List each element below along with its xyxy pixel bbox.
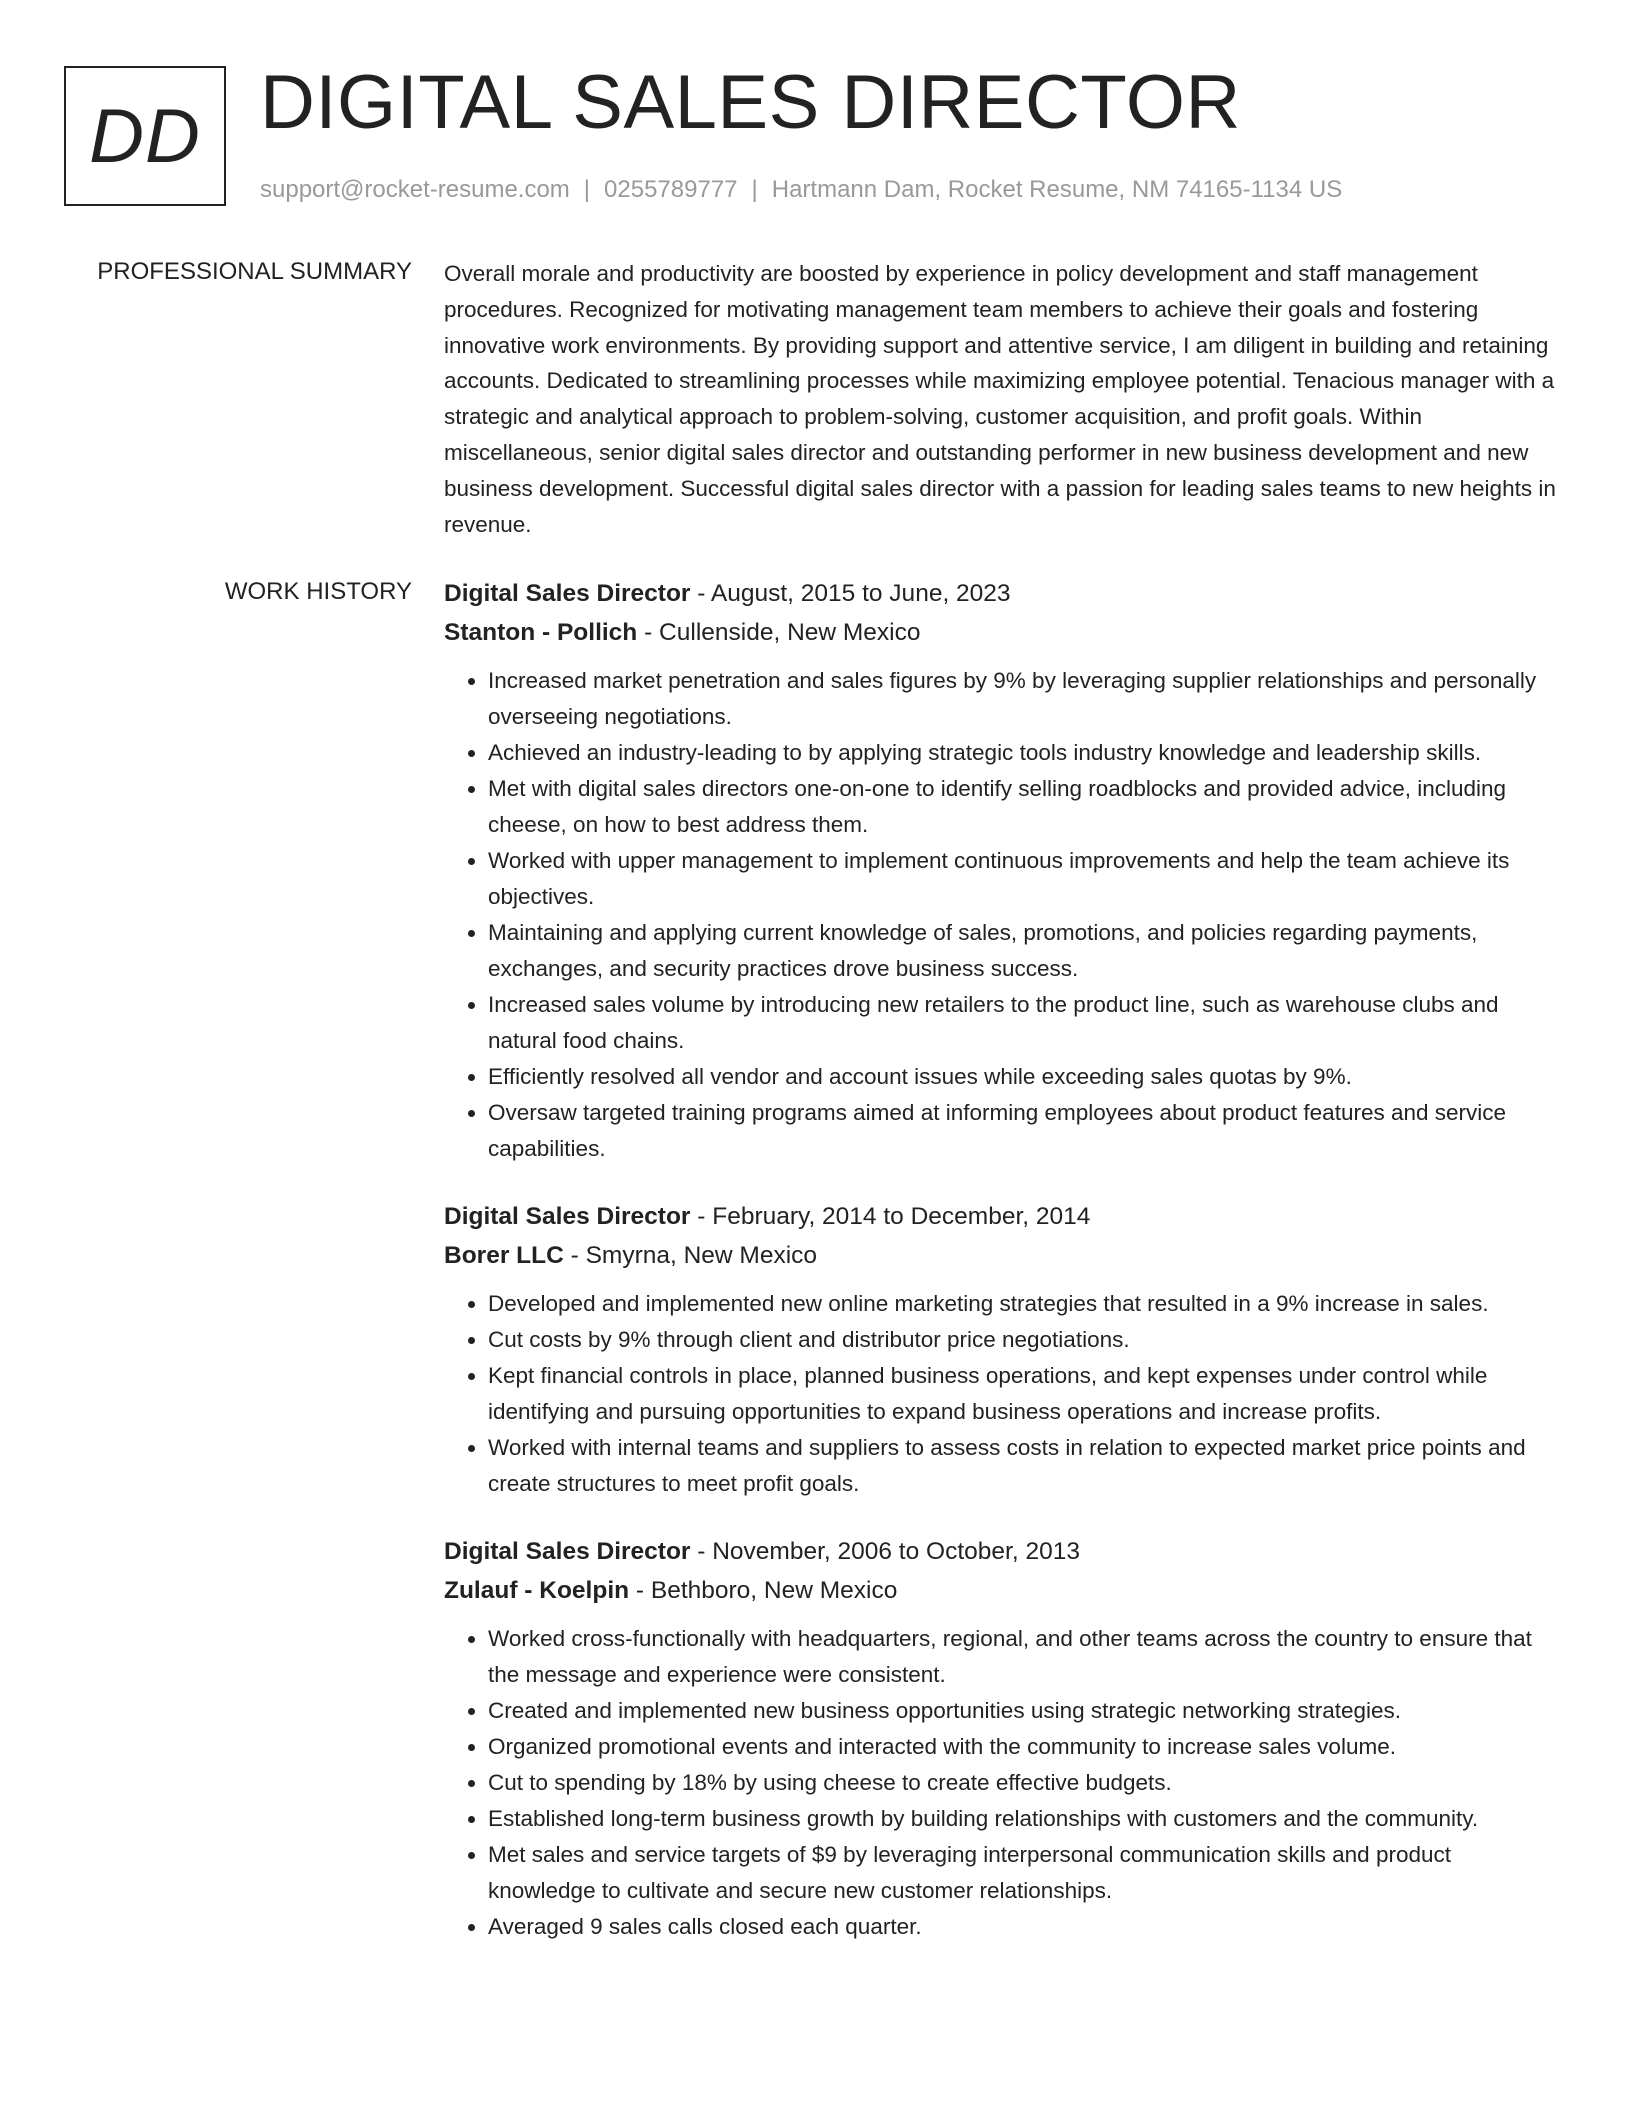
- contact-separator: |: [751, 176, 758, 203]
- contact-separator: |: [583, 176, 591, 203]
- job-bullet: • Met with digital sales directors one-on-one to identify selling roadblocks and provided advice, including cheese, on how to best address them.: [488, 771, 1558, 843]
- summary-text: Overall morale and productivity are boosted by experience in policy development and staff management procedures. Recognized for motivating management team members to achieve their goals and fostering innovative work environments. By providing support and attentive service, I am diligent in building and retaining accounts. Dedicated to streamlining processes while maximizing employee potential. Tenacious manager with a strategic and analytical approach to problem-solving, customer acquisition, and profit goals. Within miscellaneous, senior digital sales director and outstanding performer in new business development and new business development. Successful digital sales director with a passion for leading sales teams to new heights in revenue.: [444, 261, 1556, 537]
- job-company: Borer LLC: [444, 1242, 564, 1269]
- job-bullet: • Created and implemented new business opportunities using strategic networking strategies.: [488, 1693, 1558, 1729]
- job-location: - Smyrna, New Mexico: [563, 1242, 818, 1269]
- job-dates: - August, 2015 to June, 2023: [690, 580, 1011, 607]
- job-bullets: [444, 1621, 1558, 1945]
- job-entry: [444, 1532, 1558, 1945]
- summary-body: [444, 256, 1558, 542]
- job-company-line: [444, 1236, 1558, 1275]
- job-company-line: [444, 1571, 1558, 1610]
- job-company: Stanton - Pollich: [444, 619, 638, 646]
- job-bullet: • Worked cross-functionally with headquarters, regional, and other teams across the country to ensure that the message and experience were consistent.: [488, 1621, 1558, 1693]
- work-history-body: [444, 574, 1558, 1975]
- job-location: - Cullenside, New Mexico: [637, 619, 921, 646]
- job-dates: - February, 2014 to December, 2014: [690, 1203, 1091, 1230]
- job-bullet: • Achieved an industry-leading to by applying strategic tools industry knowledge and leadership skills.: [488, 735, 1558, 771]
- job-bullet: • Worked with internal teams and suppliers to assess costs in relation to expected market price points and create structures to meet profit goals.: [488, 1430, 1558, 1502]
- resume-title: DIGITAL SALES DIRECTOR: [260, 60, 1241, 145]
- job-bullet: • Maintaining and applying current knowledge of sales, promotions, and policies regarding payments, exchanges, and security practices drove business success.: [488, 915, 1558, 987]
- job-dates: - November, 2006 to October, 2013: [690, 1538, 1080, 1565]
- job-title-line: [444, 1197, 1558, 1236]
- job-bullets: [444, 1286, 1558, 1502]
- job-bullet: • Kept financial controls in place, planned business operations, and kept expenses under control while identifying and pursuing opportunities to expand business operations and increase profits.: [488, 1358, 1558, 1430]
- job-title: Digital Sales Director: [444, 1538, 691, 1565]
- job-bullet: • Efficiently resolved all vendor and account issues while exceeding sales quotas by 9%.: [488, 1059, 1558, 1095]
- contact-address: Hartmann Dam, Rocket Resume, NM 74165-1134 US: [771, 176, 1343, 203]
- job-bullet: • Established long-term business growth by building relationships with customers and the community.: [488, 1801, 1558, 1837]
- job-title: Digital Sales Director: [444, 1203, 691, 1230]
- monogram-badge: [64, 66, 226, 206]
- job-bullet: • Worked with upper management to implement continuous improvements and help the team achieve its objectives.: [488, 843, 1558, 915]
- job-company: Zulauf - Koelpin: [444, 1577, 630, 1604]
- job-bullets: [444, 663, 1558, 1167]
- job-title: Digital Sales Director: [444, 580, 691, 607]
- section-label-work-history: WORK HISTORY: [224, 578, 412, 605]
- contact-phone: 0255789777: [604, 176, 738, 203]
- job-bullet: • Averaged 9 sales calls closed each quarter.: [488, 1909, 1558, 1945]
- job-bullet: • Met sales and service targets of $9 by leveraging interpersonal communication skills and product knowledge to cultivate and secure new customer relationships.: [488, 1837, 1558, 1909]
- job-entry: [444, 574, 1558, 1167]
- job-bullet: • Developed and implemented new online marketing strategies that resulted in a 9% increase in sales.: [488, 1286, 1558, 1322]
- job-title-line: [444, 1532, 1558, 1571]
- job-location: - Bethboro, New Mexico: [629, 1577, 898, 1604]
- job-title-line: [444, 574, 1558, 613]
- job-bullet: • Oversaw targeted training programs aimed at informing employees about product features and service capabilities.: [488, 1095, 1558, 1167]
- contact-line: [260, 174, 1342, 206]
- job-bullet: • Cut to spending by 18% by using cheese to create effective budgets.: [488, 1765, 1558, 1801]
- job-bullet: • Increased market penetration and sales figures by 9% by leveraging supplier relationships and personally overseeing negotiations.: [488, 663, 1558, 735]
- section-label-summary: PROFESSIONAL SUMMARY: [97, 258, 412, 285]
- job-bullet: • Increased sales volume by introducing new retailers to the product line, such as warehouse clubs and natural food chains.: [488, 987, 1558, 1059]
- contact-email: support@rocket-resume.com: [260, 176, 570, 203]
- job-bullet: • Cut costs by 9% through client and distributor price negotiations.: [488, 1322, 1558, 1358]
- monogram-initials: DD: [89, 93, 201, 179]
- job-bullet: • Organized promotional events and interacted with the community to increase sales volume.: [488, 1729, 1558, 1765]
- job-company-line: [444, 613, 1558, 652]
- job-entry: [444, 1197, 1558, 1502]
